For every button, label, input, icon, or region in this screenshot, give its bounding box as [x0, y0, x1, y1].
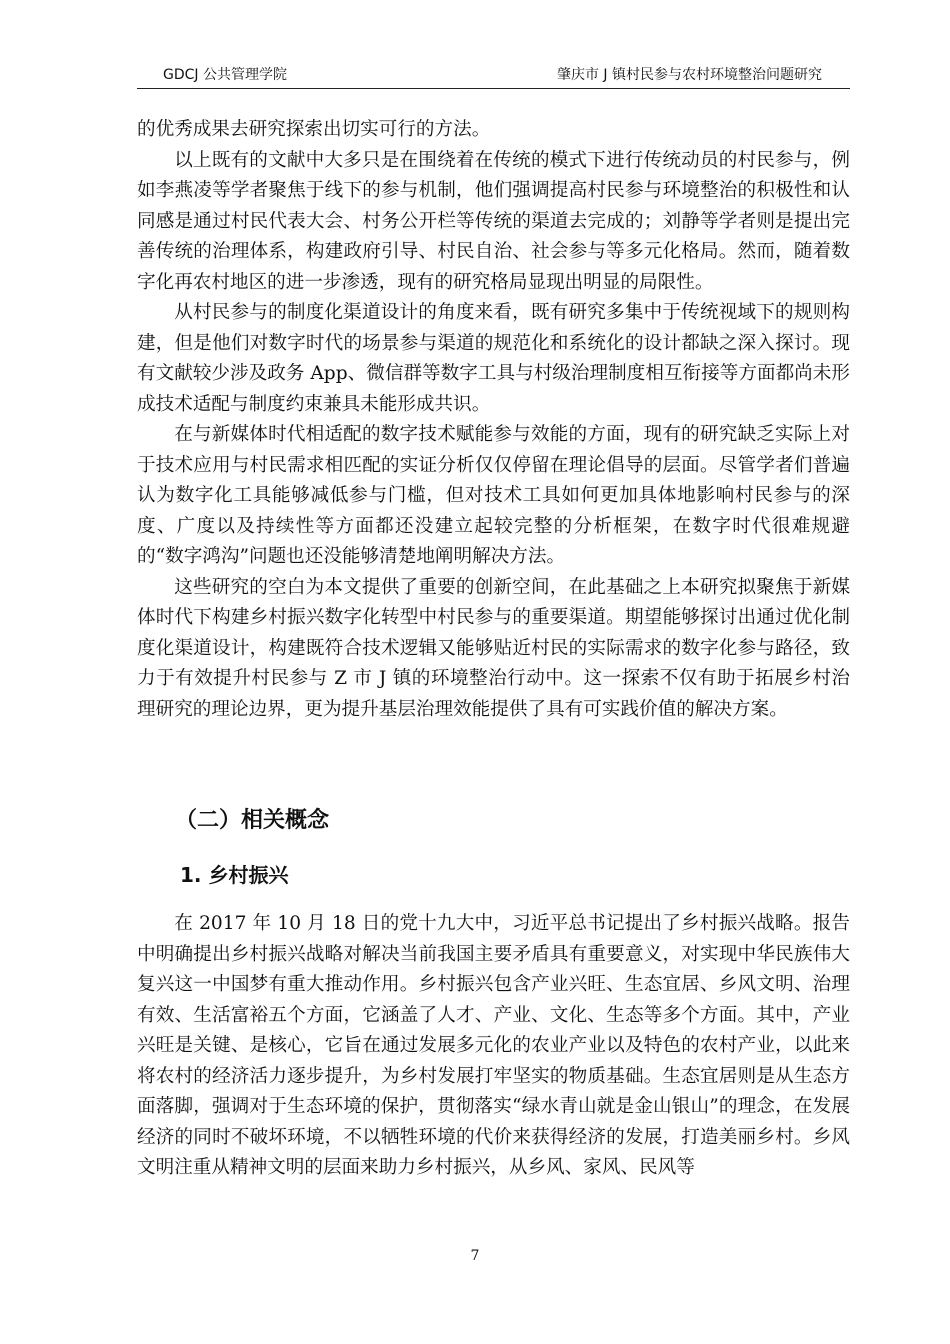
- header-thesis-title: 肇庆市 J 镇村民参与农村环境整治问题研究: [556, 67, 822, 83]
- section-body-text: [137, 909, 850, 1184]
- paragraph: 从村民参与的制度化渠道设计的角度来看，既有研究多集中于传统视域下的规则构建，但是他们对数字时代的场景参与渠道的规范化和系统化的设计都缺之深入探讨。现有文献较少涉及政务 App、微信群等数字工具与村级治理制度相互衔接等方面都尚未形成技术适配与制度约束兼具未能形成共识。: [137, 302, 850, 415]
- body-text-block: [137, 115, 850, 725]
- paragraph: 的优秀成果去研究探索出切实可行的方法。: [137, 119, 491, 140]
- section-heading: （二）相关概念: [175, 808, 330, 833]
- page-header: [137, 64, 850, 89]
- paragraph: 在与新媒体时代相适配的数字技术赋能参与效能的方面，现有的研究缺乏实际上对于技术应用与村民需求相匹配的实证分析仅仅停留在理论倡导的层面。尽管学者们普遍认为数字化工具能够减低参与门槛，但对技术工具如何更加具体地影响村民参与的深度、广度以及持续性等方面都还没建立起较完整的分析框架，在数字时代很难规避的“数字鸿沟”问题也还没能够清楚地阐明解决方法。: [137, 424, 850, 567]
- paragraph: 在 2017 年 10 月 18 日的党十九大中，习近平总书记提出了乡村振兴战略。报告中明确提出乡村振兴战略对解决当前我国主要矛盾具有重要意义，对实现中华民族伟大复兴这一中国梦有重大推动作用。乡村振兴包含产业兴旺、生态宜居、乡风文明、治理有效、生活富裕五个方面，它涵盖了人才、产业、文化、生态等多个方面。其中，产业兴旺是关键、是核心，它旨在通过发展多元化的农业产业以及特色的农村产业，以此来将农村的经济活力逐步提升，为乡村发展打牢坚实的物质基础。生态宜居则是从生态方面落脚，强调对于生态环境的保护，贯彻落实“绿水青山就是金山银山”的理念，在发展经济的同时不破坏环境，不以牺牲环境的代价来获得经济的发展，打造美丽乡村。乡风文明注重从精神文明的层面来助力乡村振兴，从乡风、家风、民风等: [137, 913, 850, 1178]
- subsection-heading: 1. 乡村振兴: [180, 863, 289, 887]
- page-number: 7: [470, 1248, 480, 1264]
- paragraph: 这些研究的空白为本文提供了重要的创新空间，在此基础之上本研究拟聚焦于新媒体时代下构建乡村振兴数字化转型中村民参与的重要渠道。期望能够探讨出通过优化制度化渠道设计，构建既符合技术逻辑又能够贴近村民的实际需求的数字化参与路径，致力于有效提升村民参与 Z 市 J 镇的环境整治行动中。这一探索不仅有助于拓展乡村治理研究的理论边界，更为提升基层治理效能提供了具有可实践价值的解决方案。: [137, 576, 850, 720]
- header-school: GDCJ 公共管理学院: [163, 67, 287, 83]
- paragraph: 以上既有的文献中大多只是在围绕着在传统的模式下进行传统动员的村民参与，例如李燕凌等学者聚焦于线下的参与机制，他们强调提高村民参与环境整治的积极性和认同感是通过村民代表大会、村务公开栏等传统的渠道去完成的；刘静等学者则是提出完善传统的治理体系，构建政府引导、村民自治、社会参与等多元化格局。然而，随着数字化再农村地区的进一步渗透，现有的研究格局显现出明显的局限性。: [137, 149, 850, 293]
